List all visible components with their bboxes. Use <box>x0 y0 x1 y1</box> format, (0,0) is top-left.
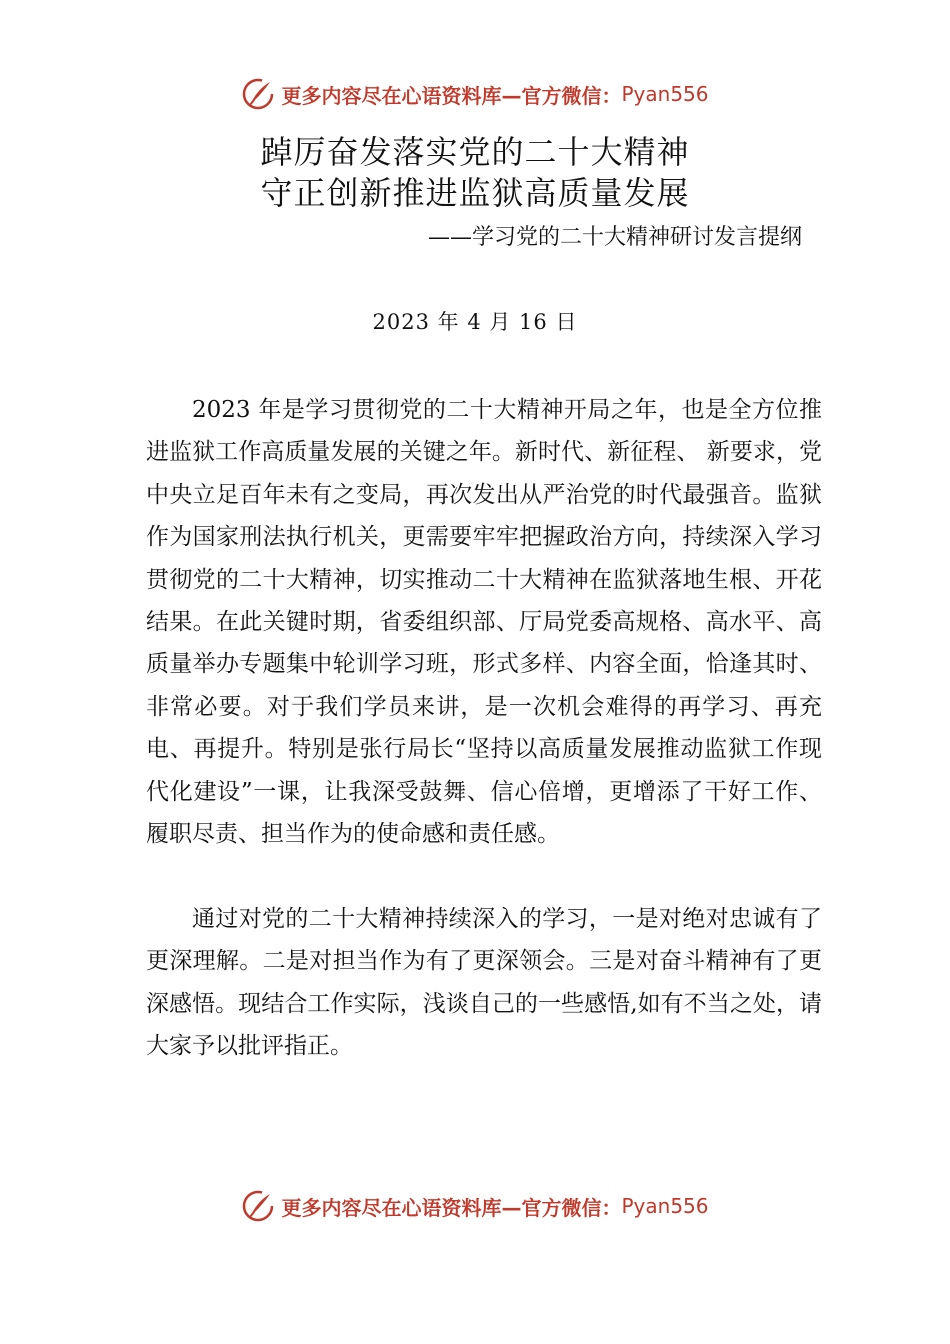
banner-contact: Pyan556 <box>621 82 709 106</box>
body-paragraph-1: 2023 年是学习贯彻党的二十大精神开局之年，也是全方位推进监狱工作高质量发展的关键之年。新时代、新征程、 新要求，党中央立足百年未有之变局，再次发出从严治党的时代最强音。监狱作为国家刑法执行机关，更需要牢牢把握政治方向，持续深入学习贯彻党的二十大精神，切实推动二十大精神在监狱落地生根、开花结果。在此关键时期，省委组织部、厅局党委高规格、高水平、高质量举办专题集中轮训学习班，形式多样、内容全面，恰逢其时、非常必要。对于我们学员来讲，是一次机会难得的再学习、再充电、再提升。特别是张行局长“坚持以高质量发展推动监狱工作现代化建设”一课，让我深受鼓舞、信心倍增，更增添了干好工作、履职尽责、担当作为的使命感和责任感。 <box>146 397 822 848</box>
body-paragraph-2: 通过对党的二十大精神持续深入的学习，一是对绝对忠诚有了更深理解。二是对担当作为有了更深领会。三是对奋斗精神有了更深感悟。现结合工作实际，浅谈自己的一些感悟,如有不当之处，请大家予以批评指正。 <box>146 906 822 1060</box>
document-date: 2023 年 4 月 16 日 <box>372 310 578 334</box>
quill-logo-icon <box>241 77 275 111</box>
footer-banner <box>0 1186 950 1226</box>
banner-text: 更多内容尽在心语资料库—官方微信： <box>281 83 622 108</box>
document-title-line2: 守正创新推进监狱高质量发展 <box>260 174 690 212</box>
banner-text: 更多内容尽在心语资料库—官方微信： <box>281 1195 622 1220</box>
document-title-line1: 踔厉奋发落实党的二十大精神 <box>260 133 690 171</box>
quill-logo-icon <box>241 1189 275 1223</box>
banner-contact: Pyan556 <box>621 1194 709 1218</box>
header-banner <box>0 74 950 114</box>
document-subtitle: ——学习党的二十大精神研讨发言提纲 <box>427 225 802 250</box>
